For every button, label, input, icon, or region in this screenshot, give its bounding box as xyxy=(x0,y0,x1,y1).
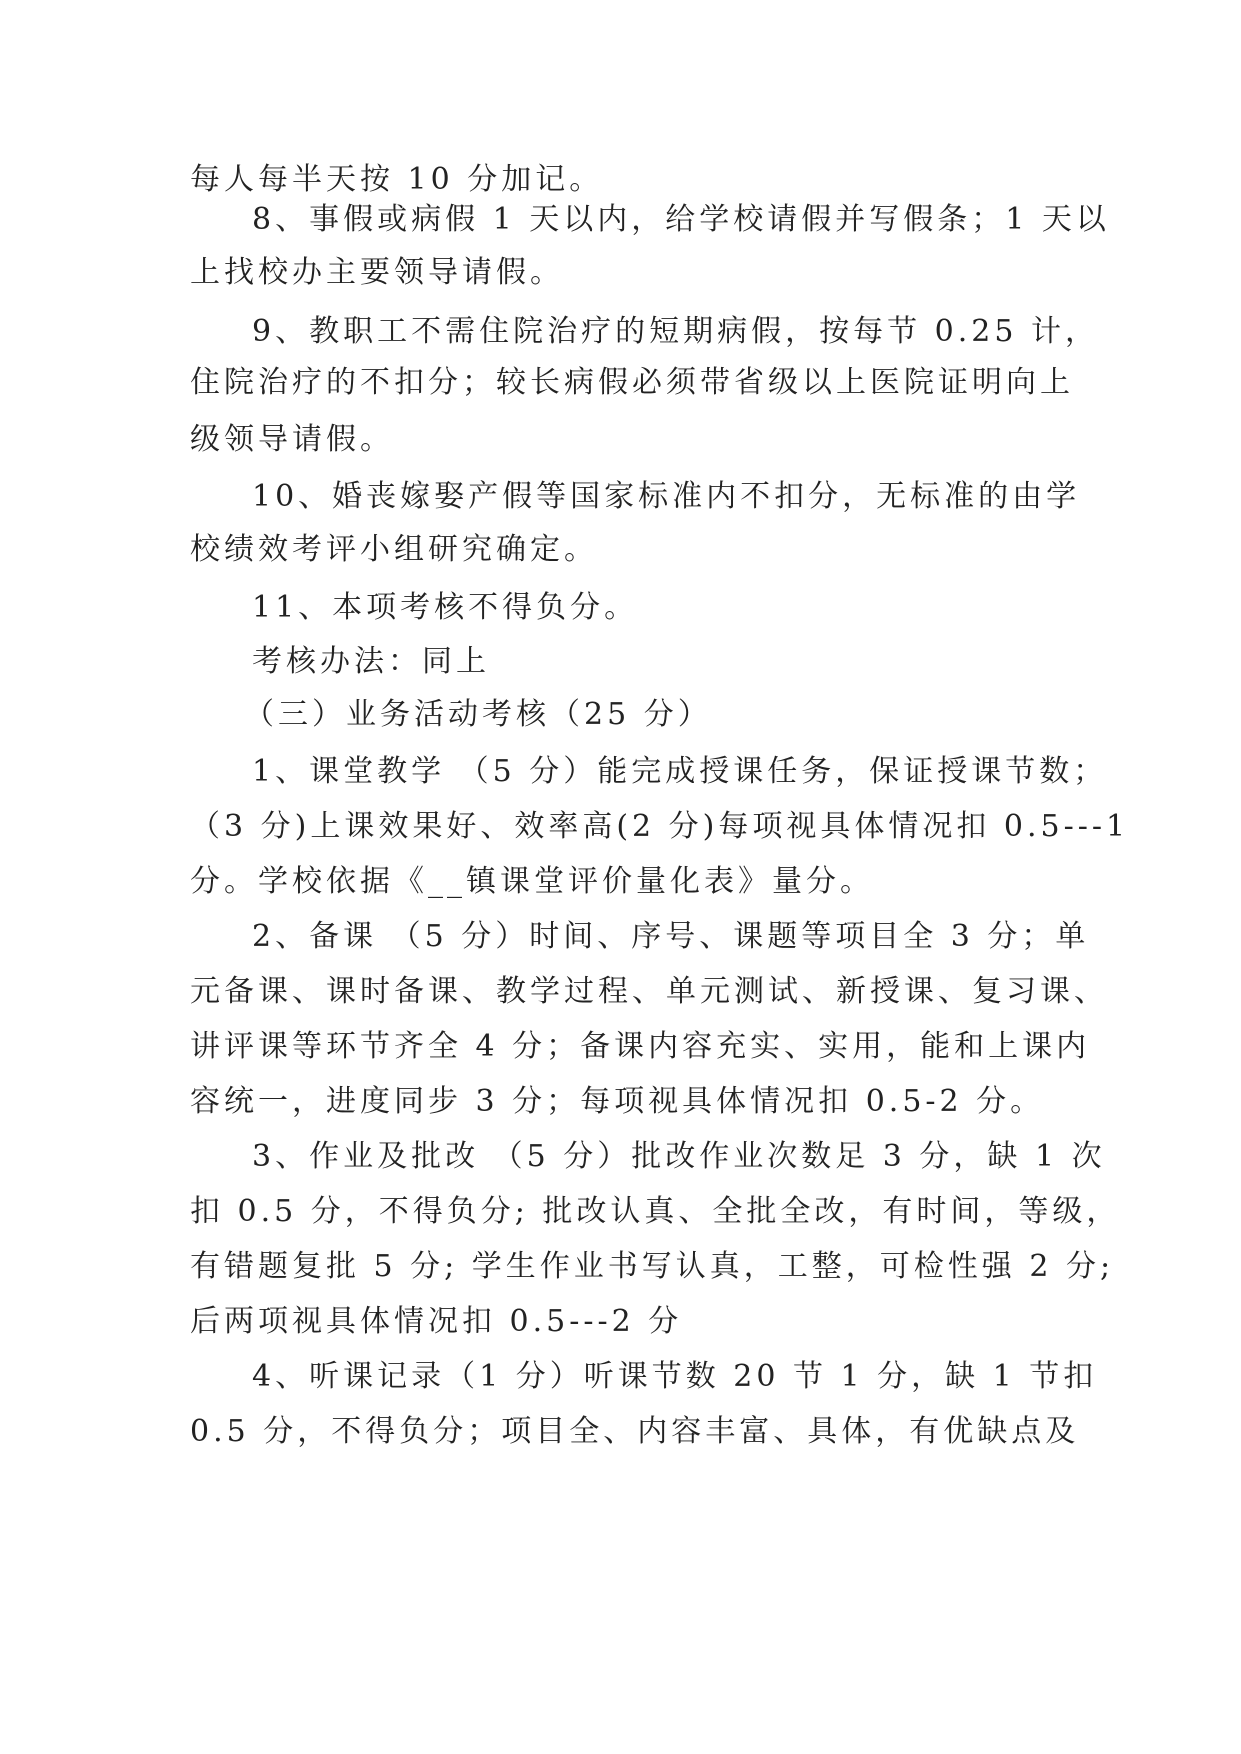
text-line: 上找校办主要领导请假。 xyxy=(190,255,564,290)
text-line: 校绩效考评小组研究确定。 xyxy=(190,532,598,567)
text-line: 有错题复批 5 分; 学生作业书写认真，工整，可检性强 2 分; xyxy=(190,1249,1115,1284)
text-line: 4、听课记录（1 分）听课节数 20 节 1 分，缺 1 节扣 xyxy=(252,1359,1098,1394)
text-line: 每人每半天按 10 分加记。 xyxy=(190,162,604,197)
text-line: 后两项视具体情况扣 0.5---2 分 xyxy=(190,1304,683,1339)
text-line: 10、婚丧嫁娶产假等国家标准内不扣分，无标准的由学 xyxy=(252,479,1081,514)
text-line: 讲评课等环节齐全 4 分；备课内容充实、实用，能和上课内 xyxy=(190,1029,1091,1064)
text-line: 3、作业及批改 （5 分）批改作业次数足 3 分，缺 1 次 xyxy=(252,1139,1106,1174)
text-line: 元备课、课时备课、教学过程、单元测试、新授课、复习课、 xyxy=(190,974,1108,1009)
text-line: 扣 0.5 分，不得负分; 批改认真、全批全改，有时间，等级， xyxy=(190,1194,1121,1229)
text-line: 住院治疗的不扣分；较长病假必须带省级以上医院证明向上 xyxy=(190,365,1074,400)
text-line: 0.5 分，不得负分；项目全、内容丰富、具体，有优缺点及 xyxy=(190,1414,1080,1449)
text-line: 考核办法：同上 xyxy=(252,644,490,679)
text-line: 9、教职工不需住院治疗的短期病假，按每节 0.25 计， xyxy=(252,314,1099,349)
section-heading: （三）业务活动考核（25 分） xyxy=(244,697,712,732)
text-line: 1、课堂教学 （5 分）能完成授课任务，保证授课节数； xyxy=(252,754,1108,789)
text-line: （3 分)上课效果好、效率高(2 分)每项视具体情况扣 0.5---1 xyxy=(190,809,1130,844)
text-line: 容统一，进度同步 3 分；每项视具体情况扣 0.5-2 分。 xyxy=(190,1084,1045,1119)
text-line: 8、事假或病假 1 天以内，给学校请假并写假条；1 天以 xyxy=(252,202,1110,237)
text-line: 11、本项考核不得负分。 xyxy=(252,590,639,625)
text-line: 2、备课 （5 分）时间、序号、课题等项目全 3 分；单 xyxy=(252,919,1090,954)
text-line: 级领导请假。 xyxy=(190,422,394,457)
text-line: 分。学校依据《__镇课堂评价量化表》量分。 xyxy=(190,864,874,899)
